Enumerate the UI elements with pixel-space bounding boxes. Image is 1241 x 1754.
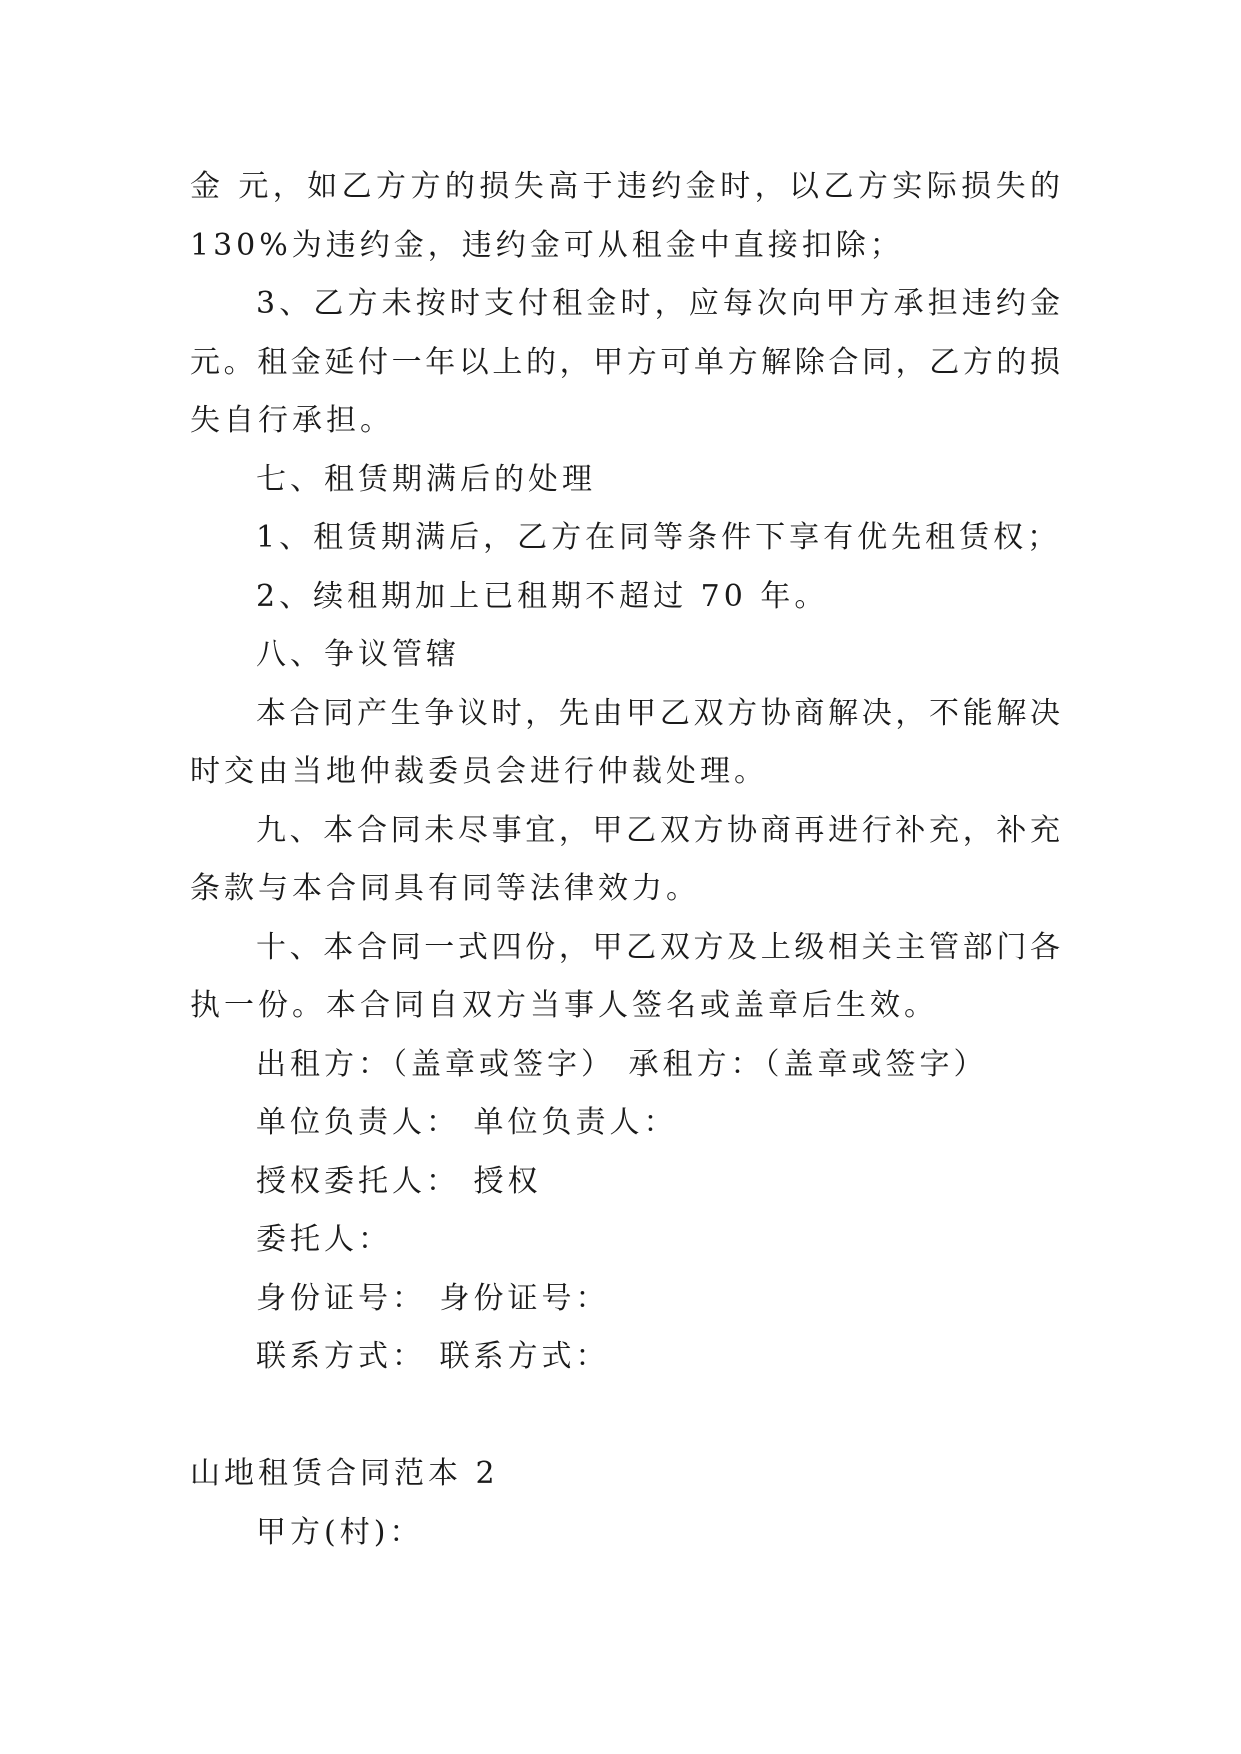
paragraph-line: 条款与本合同具有同等法律效力。 bbox=[190, 871, 700, 906]
signature-line: 联系方式： 联系方式： bbox=[256, 1339, 610, 1374]
signature-line: 出租方：（盖章或签字） 承租方：（盖章或签字） bbox=[256, 1046, 988, 1082]
signature-line: 身份证号： 身份证号： bbox=[256, 1280, 610, 1316]
party-line: 甲方(村)： bbox=[256, 1514, 424, 1550]
paragraph-line: 2、续租期加上已租期不超过 70 年。 bbox=[256, 578, 829, 614]
paragraph-line: 元。租金延付一年以上的，甲方可单方解除合同，乙方的损 bbox=[190, 344, 1060, 380]
paragraph-line: 十、本合同一式四份，甲乙双方及上级相关主管部门各 bbox=[256, 929, 1060, 965]
signature-line: 委托人： bbox=[256, 1222, 392, 1257]
paragraph-line: 九、本合同未尽事宜，甲乙双方协商再进行补充，补充 bbox=[256, 812, 1060, 848]
section-heading: 八、争议管辖 bbox=[256, 637, 460, 672]
paragraph-line: 时交由当地仲裁委员会进行仲裁处理。 bbox=[190, 754, 768, 789]
paragraph-line: 执一份。本合同自双方当事人签名或盖章后生效。 bbox=[190, 988, 938, 1023]
paragraph-line: 1、租赁期满后，乙方在同等条件下享有优先租赁权； bbox=[256, 520, 1062, 555]
signature-line: 单位负责人： 单位负责人： bbox=[256, 1105, 678, 1140]
paragraph-line: 金 元，如乙方方的损失高于违约金时，以乙方实际损失的 bbox=[190, 169, 1060, 204]
blank-line bbox=[190, 1387, 1060, 1446]
signature-line: 授权委托人： 授权 bbox=[256, 1163, 542, 1199]
paragraph-line: 本合同产生争议时，先由甲乙双方协商解决，不能解决 bbox=[256, 695, 1060, 731]
section-heading: 七、租赁期满后的处理 bbox=[256, 461, 596, 497]
paragraph-line: 失自行承担。 bbox=[190, 403, 394, 438]
document-body bbox=[190, 158, 1060, 1562]
paragraph-line: 3、乙方未按时支付租金时，应每次向甲方承担违约金 bbox=[256, 286, 1060, 321]
section-title: 山地租赁合同范本 2 bbox=[190, 1456, 499, 1491]
paragraph-line: 130%为违约金，违约金可从租金中直接扣除； bbox=[190, 227, 904, 263]
